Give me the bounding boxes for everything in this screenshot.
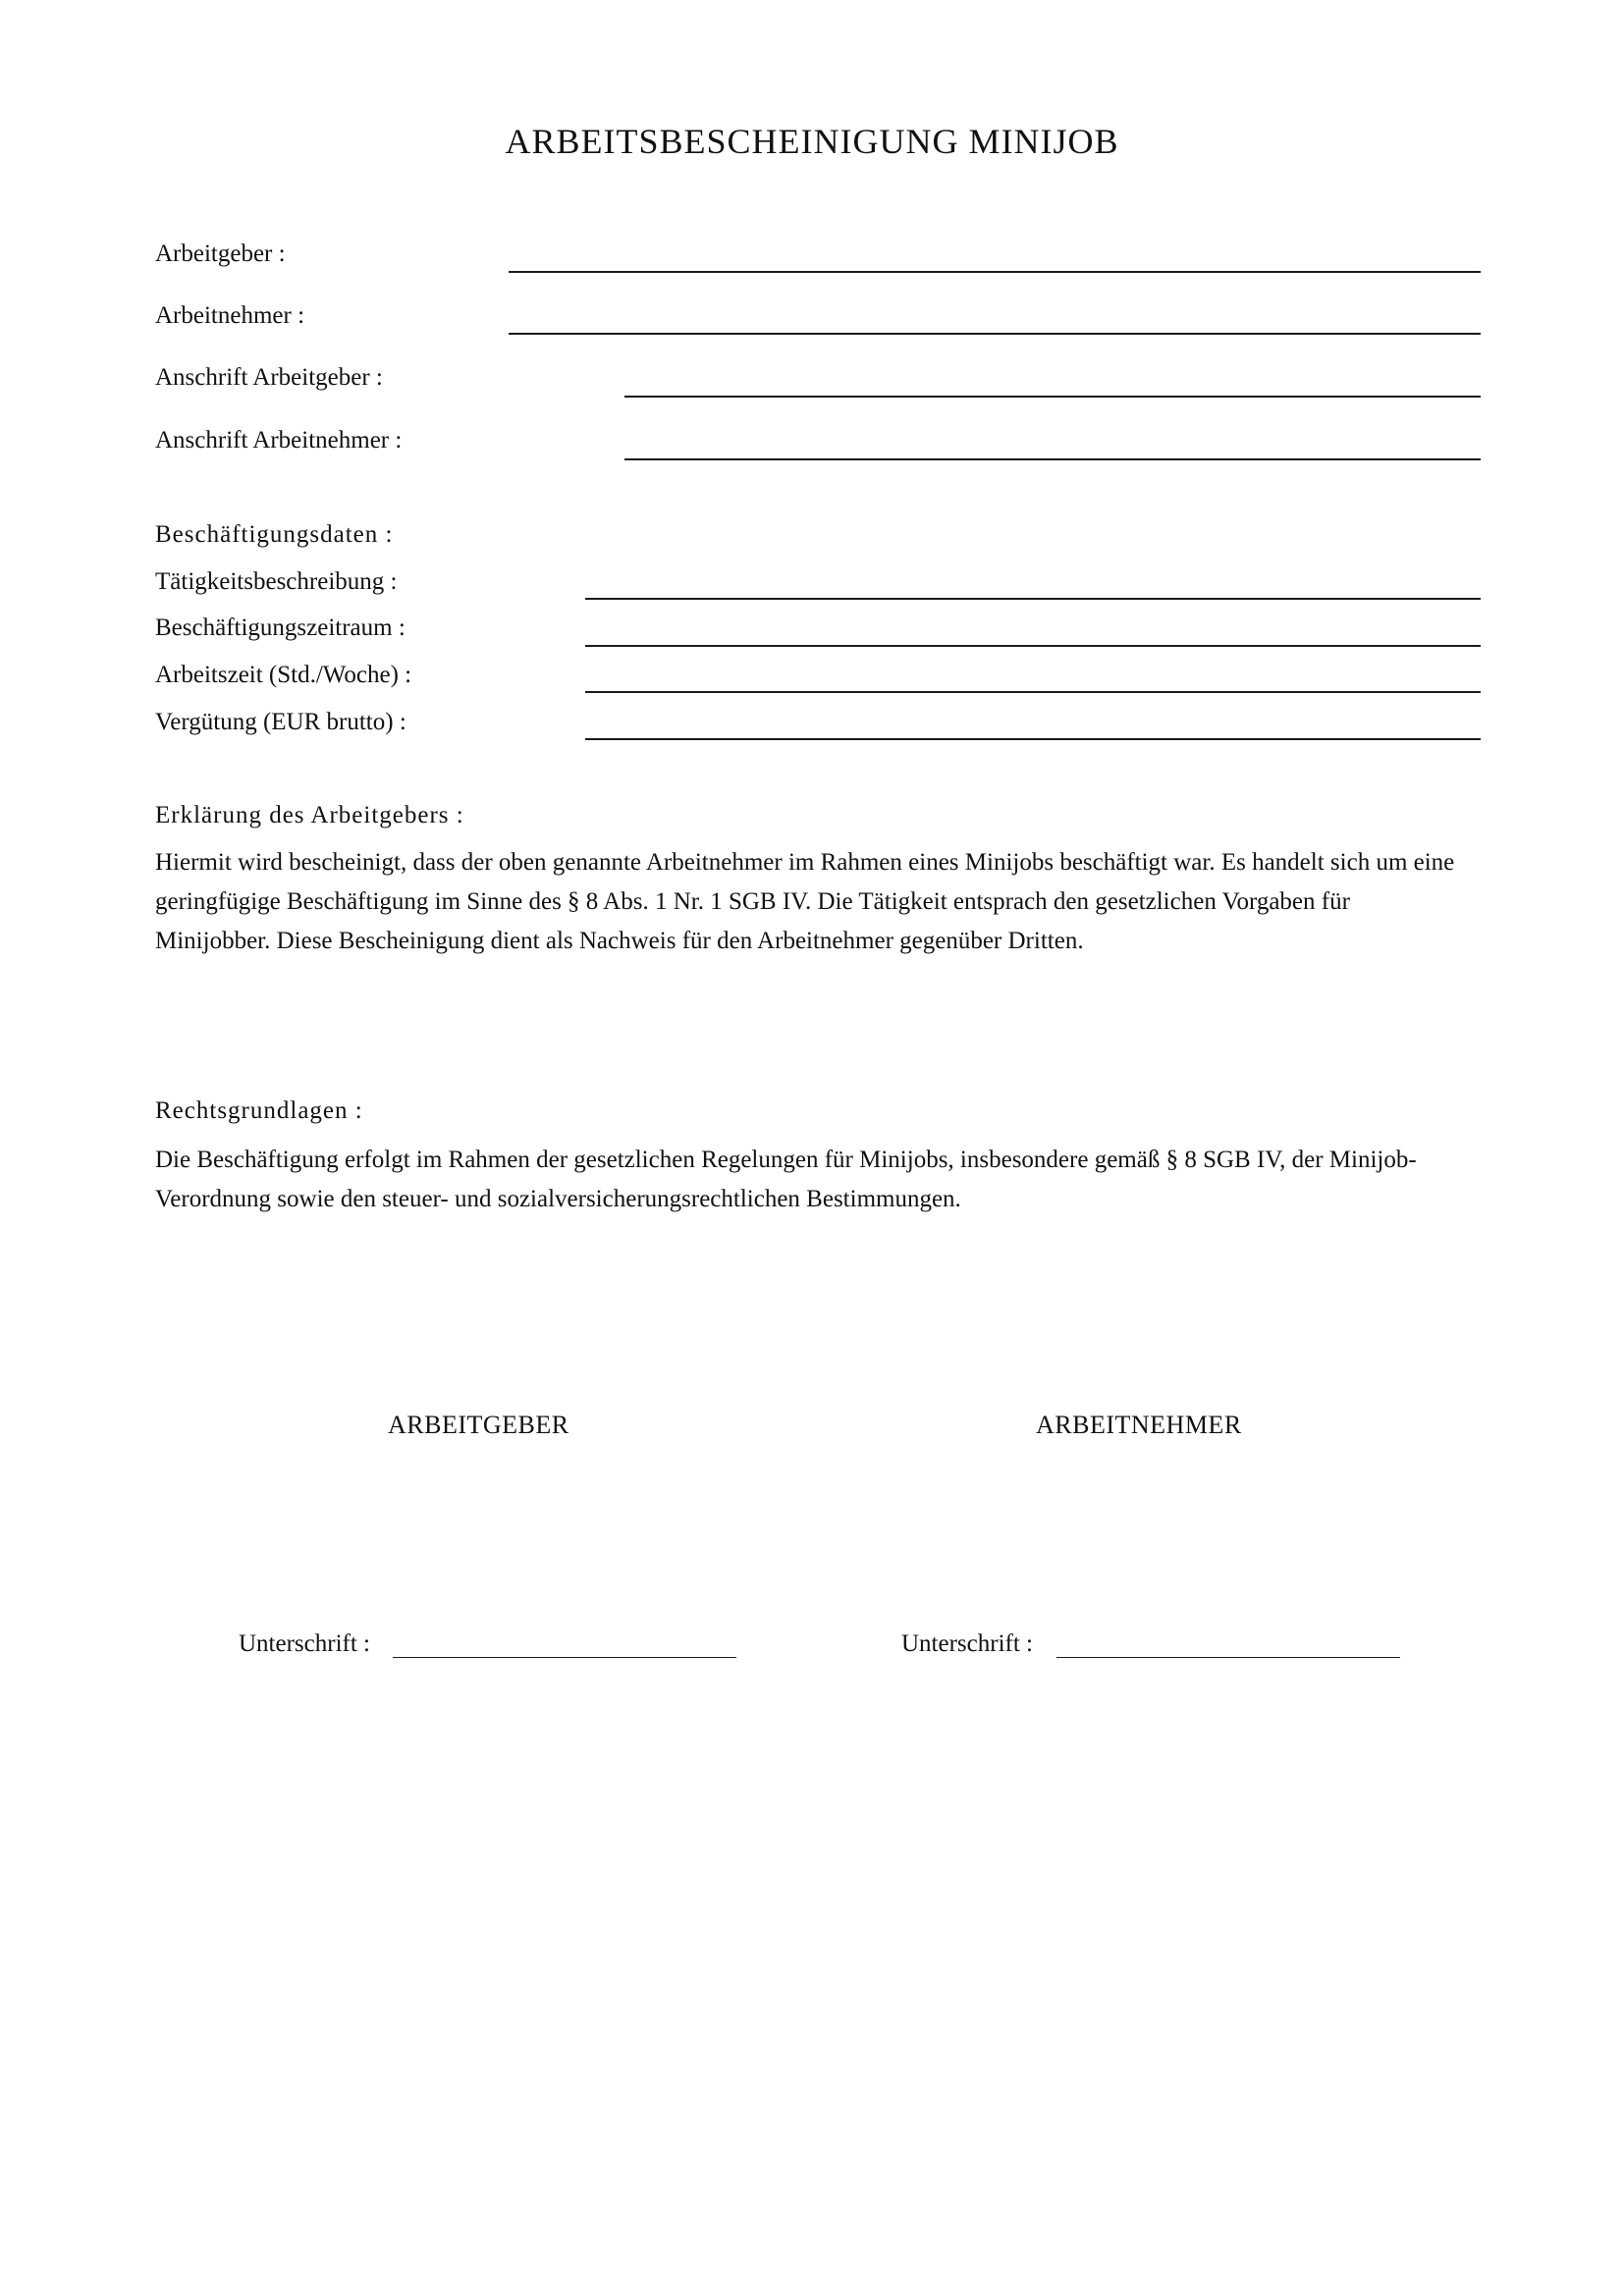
employee-label: Arbeitnehmer : [155, 302, 305, 329]
legal-text: Die Beschäftigung erfolgt im Rahmen der gesetzlichen Regelungen für Minijobs, insbesondere gemäß § 8 SGB IV, der Minijob-Verordnung sowie den steuer- und sozialversicherungsrechtlichen Bestimmungen. [155, 1147, 1417, 1212]
working-hours-field[interactable] [585, 691, 1481, 693]
activity-field[interactable] [585, 598, 1481, 600]
employer-signature-field[interactable] [393, 1657, 736, 1658]
period-field[interactable] [585, 645, 1481, 647]
activity-label: Tätigkeitsbeschreibung : [155, 568, 398, 595]
employer-signature-heading: ARBEITGEBER [388, 1411, 569, 1439]
declaration-text: Hiermit wird bescheinigt, dass der oben genannte Arbeitnehmer im Rahmen eines Minijobs beschäftigt war. Es handelt sich um eine geringfügige Beschäftigung im Sinne des § 8 Abs. 1 Nr. 1 SGB IV. Die Tätigkeit entsprach den gesetzlichen Vorgaben für Minijobber. Diese Bescheinigung dient als Nachweis für den Arbeitnehmer gegenüber Dritten. [155, 849, 1455, 954]
employer-field[interactable] [509, 271, 1481, 273]
legal-heading: Rechtsgrundlagen : [155, 1097, 363, 1124]
employee-signature-heading: ARBEITNEHMER [1036, 1411, 1242, 1439]
employer-label: Arbeitgeber : [155, 240, 286, 267]
employer-signature-label: Unterschrift : [239, 1630, 370, 1657]
document-title: ARBEITSBESCHEINIGUNG MINIJOB [505, 122, 1119, 161]
employee-signature-label: Unterschrift : [901, 1630, 1033, 1657]
employee-signature-field[interactable] [1056, 1657, 1400, 1658]
period-label: Beschäftigungszeitraum : [155, 614, 406, 641]
remuneration-field[interactable] [585, 738, 1481, 740]
working-hours-label: Arbeitszeit (Std./Woche) : [155, 662, 412, 688]
declaration-heading: Erklärung des Arbeitgebers : [155, 802, 464, 828]
remuneration-label: Vergütung (EUR brutto) : [155, 709, 406, 735]
employment-heading: Beschäftigungsdaten : [155, 521, 394, 548]
employer-address-label: Anschrift Arbeitgeber : [155, 364, 383, 391]
employee-address-field[interactable] [624, 458, 1481, 460]
employee-address-label: Anschrift Arbeitnehmer : [155, 427, 403, 454]
employee-field[interactable] [509, 333, 1481, 335]
employer-address-field[interactable] [624, 396, 1481, 398]
